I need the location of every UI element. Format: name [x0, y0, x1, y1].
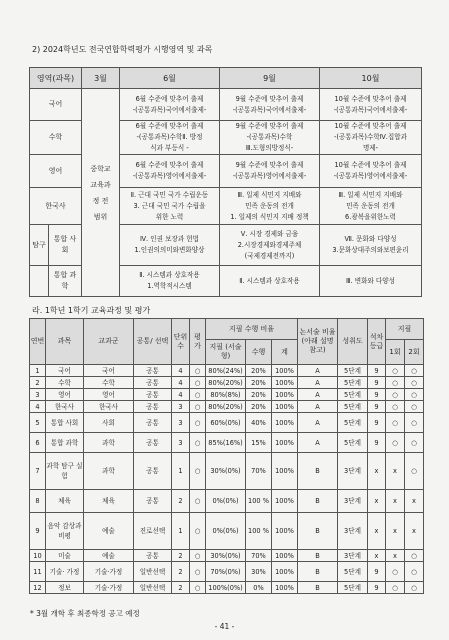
subject-label: 한국사: [30, 188, 82, 225]
performance-ratio: 100 %: [246, 490, 272, 513]
row-number: 11: [30, 562, 46, 582]
exam-2: ○: [405, 365, 424, 377]
subject-group: 기술·가정: [84, 562, 134, 582]
subject-label: 통합 과학: [53, 271, 77, 290]
page-number: - 41 -: [214, 622, 235, 631]
row-number: 10: [30, 550, 46, 562]
header-num: 연번: [30, 319, 46, 365]
header-essay: 논서술 비율 (아래 설명 참고): [298, 319, 338, 365]
total-ratio: 100%: [272, 453, 298, 490]
march-note-line: 정 전: [92, 196, 109, 205]
sept-cell: [220, 188, 320, 225]
written-ratio: 100%(0%): [206, 582, 246, 594]
eval-mark: ○: [190, 377, 206, 389]
subject: 체육: [46, 490, 84, 513]
subject: 한국사: [46, 401, 84, 413]
oct-cell: [320, 121, 422, 155]
total-ratio: 100%: [272, 413, 298, 433]
subject-group: 영어: [84, 389, 134, 401]
cell-line: 9월 수준에 맞추어 출제: [235, 94, 304, 103]
header-second: 2회: [405, 340, 424, 365]
eval-mark: ○: [190, 490, 206, 513]
exam-2: ○: [405, 401, 424, 413]
cell-line: 민족 운동의 전개: [346, 201, 395, 210]
essay-grade: B: [298, 562, 338, 582]
tamgu-label-spacer: [30, 266, 49, 296]
achievement-level: 5단계: [338, 401, 368, 413]
achievement-level: 5단계: [338, 582, 368, 594]
exam-1: ○: [386, 413, 405, 433]
course-type: 공통: [134, 377, 172, 389]
table-row: [30, 550, 424, 562]
cell-line: 6.광복을위한노력: [345, 212, 396, 221]
subject-group: 수학: [84, 377, 134, 389]
march-note-line: 중학교: [90, 164, 111, 173]
cell-line: -(공통과목)수학Ⅱ. 방정: [136, 133, 203, 141]
eval-mark: ○: [190, 562, 206, 582]
rank-grade: x: [368, 550, 386, 562]
exam-2: ○: [405, 413, 424, 433]
written-ratio: 85%(16%): [206, 433, 246, 453]
total-ratio: 100%: [272, 365, 298, 377]
rank-grade: 9: [368, 365, 386, 377]
eval-mark: ○: [190, 582, 206, 594]
exam-1: ○: [386, 433, 405, 453]
header-rank: 석차 등급: [368, 319, 386, 365]
table-row: [30, 433, 424, 453]
course-type: 공통: [134, 365, 172, 377]
cell-line: 10월 수준에 맞추어 출제: [334, 161, 407, 169]
sept-cell: [220, 155, 320, 188]
subject: 수학: [46, 377, 84, 389]
written-ratio: 30%(0%): [206, 453, 246, 490]
cell-line: 9월 수준에 맞추어 출제: [235, 161, 304, 169]
course-type: 일반선택: [134, 582, 172, 594]
row-number: 7: [30, 453, 46, 490]
total-ratio: 100%: [272, 389, 298, 401]
exam-1: x: [386, 513, 405, 550]
achievement-level: 3단계: [338, 513, 368, 550]
oct-cell: [320, 225, 422, 266]
subject: 국어: [46, 365, 84, 377]
course-type: 공통: [134, 453, 172, 490]
rank-grade: 9: [368, 377, 386, 389]
unit-count: 2: [172, 562, 190, 582]
course-type: 공통: [134, 550, 172, 562]
cell-line: Ⅲ. 일제 식민지 지배와: [338, 190, 403, 199]
cell-line: 민족 운동의 전개: [245, 201, 294, 210]
exam-1: ○: [386, 582, 405, 594]
subject: 영어: [46, 389, 84, 401]
performance-ratio: 40%: [246, 413, 272, 433]
unit-count: 3: [172, 401, 190, 413]
eval-mark: ○: [190, 550, 206, 562]
exam-row-korean: [30, 89, 422, 121]
header-group: 교과군: [84, 319, 134, 365]
rank-grade: x: [368, 490, 386, 513]
cell-line: -(공통과목)영어에서출제-: [333, 172, 408, 180]
exam-1: x: [386, 490, 405, 513]
essay-grade: A: [298, 413, 338, 433]
header-subject: 영역(과목): [30, 68, 82, 89]
eval-mark: ○: [190, 365, 206, 377]
rank-grade: 9: [368, 562, 386, 582]
performance-ratio: 15%: [246, 433, 272, 453]
tamgu-label: 탐구: [30, 225, 49, 265]
table-row: [30, 389, 424, 401]
march-scope-cell: [82, 89, 120, 297]
cell-line: -(공통과목)국어에서출제-: [333, 105, 408, 114]
march-note-line: 범위: [93, 212, 108, 221]
sept-cell: [220, 266, 320, 297]
essay-grade: B: [298, 453, 338, 490]
cell-line: 3. 근대 국민 국가 수립을: [133, 201, 206, 210]
total-ratio: 100%: [272, 401, 298, 413]
cell-line: 3.문화상대주의와보편윤리: [332, 246, 409, 254]
header-subject: 과목: [46, 319, 84, 365]
performance-ratio: 30%: [246, 562, 272, 582]
essay-grade: A: [298, 389, 338, 401]
performance-ratio: 20%: [246, 377, 272, 389]
course-type: 공통: [134, 413, 172, 433]
total-ratio: 100%: [272, 433, 298, 453]
eval-mark: ○: [190, 413, 206, 433]
june-cell: [120, 225, 220, 266]
row-number: 9: [30, 513, 46, 550]
row-number: 8: [30, 490, 46, 513]
table-row: [30, 453, 424, 490]
unit-count: 4: [172, 377, 190, 389]
header-perf: 수행: [246, 340, 272, 365]
performance-ratio: 70%: [246, 453, 272, 490]
row-number: 6: [30, 433, 46, 453]
total-ratio: 100%: [272, 377, 298, 389]
exam-2: ○: [405, 389, 424, 401]
essay-grade: A: [298, 433, 338, 453]
rank-grade: 9: [368, 401, 386, 413]
unit-count: 3: [172, 413, 190, 433]
essay-grade: A: [298, 377, 338, 389]
oct-cell: [320, 155, 422, 188]
written-ratio: 70%(0%): [206, 562, 246, 582]
june-cell: [120, 188, 220, 225]
subject-group: 예술: [84, 550, 134, 562]
written-ratio: 80%(20%): [206, 377, 246, 389]
table-row: [30, 377, 424, 389]
exam-table-header: [30, 68, 422, 89]
subject-group: 체육: [84, 490, 134, 513]
subject-label: 수학: [30, 121, 82, 155]
rank-grade: 9: [368, 389, 386, 401]
unit-count: 4: [172, 389, 190, 401]
subject: 과학 탐구 실험: [46, 453, 84, 490]
course-type: 진로선택: [134, 513, 172, 550]
performance-ratio: 20%: [246, 401, 272, 413]
achievement-level: 3단계: [338, 453, 368, 490]
subject-group: 과학: [84, 453, 134, 490]
rank-grade: 9: [368, 433, 386, 453]
eval-mark: ○: [190, 433, 206, 453]
achievement-level: 5단계: [338, 377, 368, 389]
exam-2: ○: [405, 562, 424, 582]
header-grade-type: 성취도: [338, 319, 368, 365]
cell-line: 10월 수준에 맞추어 출제: [334, 94, 407, 103]
essay-grade: B: [298, 513, 338, 550]
cell-line: 9월 수준에 맞추어 출제: [235, 122, 304, 130]
section2-title: 라. 1학년 1학기 교육과정 및 평가: [32, 306, 151, 315]
june-cell: [120, 89, 220, 121]
table-row: [30, 401, 424, 413]
cell-line: Ⅲ.도형의방정식-: [245, 144, 294, 152]
tamgu-subject-label: [30, 225, 82, 266]
eval-mark: ○: [190, 453, 206, 490]
june-cell: [120, 121, 220, 155]
written-ratio: 30%(0%): [206, 550, 246, 562]
header-unit: 단위 수: [172, 319, 190, 365]
cell-line: -(공통과목)국어에서출제-: [232, 105, 307, 114]
achievement-level: 5단계: [338, 365, 368, 377]
subject-label: 국어: [30, 89, 82, 121]
eval-mark: ○: [190, 401, 206, 413]
cell-line: -(공통과목)수학: [246, 133, 293, 141]
written-ratio: 0%(0%): [206, 490, 246, 513]
unit-count: 1: [172, 513, 190, 550]
cell-line: 1.역학적시스템: [147, 282, 192, 290]
total-ratio: 100%: [272, 550, 298, 562]
header-ratio: 지필 수행 비율: [206, 319, 298, 340]
table-row: [30, 413, 424, 433]
oct-cell: [320, 266, 422, 297]
essay-grade: B: [298, 490, 338, 513]
june-cell: [120, 155, 220, 188]
header-first: 1회: [386, 340, 405, 365]
exam-2: ○: [405, 377, 424, 389]
row-number: 1: [30, 365, 46, 377]
cell-line: -(공통과목)영어에서출제-: [132, 172, 207, 180]
total-ratio: 100%: [272, 582, 298, 594]
cell-line: Ⅱ. 시스템과 상호작용: [239, 276, 300, 285]
oct-cell: [320, 89, 422, 121]
written-ratio: 60%(0%): [206, 413, 246, 433]
header-written: 지필 (서술형): [206, 340, 246, 365]
achievement-level: 3단계: [338, 490, 368, 513]
exam-1: ○: [386, 401, 405, 413]
header-sept: 9월: [220, 68, 320, 89]
rank-grade: x: [368, 513, 386, 550]
header-june: 6월: [120, 68, 220, 89]
course-type: 공통: [134, 490, 172, 513]
cell-line: 명제-: [362, 144, 379, 152]
cell-line: 6월 수준에 맞추어 출제: [135, 122, 204, 130]
written-ratio: 0%(0%): [206, 513, 246, 550]
table-row: [30, 513, 424, 550]
exam-2: ○: [405, 433, 424, 453]
eval-mark: ○: [190, 513, 206, 550]
cell-line: 6월 수준에 맞추어 출제: [135, 161, 204, 169]
header-eval: 평 가: [190, 319, 206, 365]
exam-1: ○: [386, 365, 405, 377]
sept-cell: [220, 121, 320, 155]
exam-1: ○: [386, 377, 405, 389]
exam-2: x: [405, 490, 424, 513]
cell-line: 식과 부등식 -: [150, 144, 189, 152]
exam-1: ○: [386, 562, 405, 582]
cell-line: -(공통과목)국어에서출제-: [132, 105, 207, 114]
header-oct: 10월: [320, 68, 422, 89]
performance-ratio: 20%: [246, 389, 272, 401]
essay-grade: B: [298, 582, 338, 594]
cell-line: 6월 수준에 맞추어 출제: [135, 94, 204, 103]
row-number: 4: [30, 401, 46, 413]
curriculum-header-row-1: [30, 319, 424, 340]
section1-title: 2) 2024학년도 전국연합학력평가 시행영역 및 과목: [32, 45, 213, 54]
sept-cell: [220, 89, 320, 121]
subject-group: 국어: [84, 365, 134, 377]
subject-group: 예술: [84, 513, 134, 550]
subject-label: 영어: [30, 155, 82, 188]
cell-line: Ⅲ. 변화와 다양성: [345, 276, 396, 285]
row-number: 5: [30, 413, 46, 433]
subject-group: 과학: [84, 433, 134, 453]
row-number: 2: [30, 377, 46, 389]
cell-line: 10월 수준에 맞추어 출제: [334, 122, 407, 130]
unit-count: 2: [172, 490, 190, 513]
unit-count: 4: [172, 365, 190, 377]
total-ratio: 100%: [272, 562, 298, 582]
course-type: 공통: [134, 401, 172, 413]
table-row: [30, 562, 424, 582]
subject-label: 통합 사회: [53, 235, 77, 254]
rank-grade: x: [368, 453, 386, 490]
achievement-level: 5단계: [338, 562, 368, 582]
subject: 통합 과학: [46, 433, 84, 453]
unit-count: 2: [172, 550, 190, 562]
cell-line: 1.인권의의미와변화양상: [134, 246, 205, 254]
sept-cell: [220, 225, 320, 266]
exam-1: x: [386, 550, 405, 562]
written-ratio: 80%(8%): [206, 389, 246, 401]
subject: 미술: [46, 550, 84, 562]
footnote: * 3월 개학 후 최종학정 공고 예정: [30, 609, 140, 618]
exam-2: ○: [405, 550, 424, 562]
subject: 기술· 가정: [46, 562, 84, 582]
exam-2: ○: [405, 453, 424, 490]
performance-ratio: 100 %: [246, 513, 272, 550]
cell-line: 1. 일제의 식민지 지배 정책: [230, 212, 309, 221]
table-row: [30, 490, 424, 513]
cell-line: Ⅶ. 문화와 다양성: [344, 235, 397, 243]
header-march: 3월: [82, 68, 120, 89]
written-ratio: 80%(20%): [206, 401, 246, 413]
rank-grade: 9: [368, 582, 386, 594]
june-cell: [120, 266, 220, 297]
course-type: 일반선택: [134, 562, 172, 582]
total-ratio: 100%: [272, 490, 298, 513]
total-ratio: 100%: [272, 513, 298, 550]
cell-line: Ⅲ. 일제 식민지 지배와: [237, 190, 302, 199]
cell-line: -(공통과목)영어에서출제-: [232, 172, 307, 180]
table-row: [30, 582, 424, 594]
performance-ratio: 70%: [246, 550, 272, 562]
cell-line: Ⅴ. 시장 경제와 금융: [240, 229, 299, 238]
course-type: 공통: [134, 389, 172, 401]
subject: 정보: [46, 582, 84, 594]
curriculum-body: [30, 365, 424, 594]
performance-ratio: 0%: [246, 582, 272, 594]
subject: 음악 감상과 비평: [46, 513, 84, 550]
tamgu-subject-label: [30, 266, 82, 297]
header-type: 공통/ 선택: [134, 319, 172, 365]
cell-line: -(공통과목)수학Ⅳ.집합과: [333, 133, 408, 141]
cell-line: Ⅱ. 근대 국민 국가 수립운동: [130, 190, 209, 199]
oct-cell: [320, 188, 422, 225]
subject-group: 사회: [84, 413, 134, 433]
cell-line: 2.시장경제와경제주체: [237, 240, 302, 249]
march-note-line: 교육과: [90, 180, 111, 189]
course-type: 공통: [134, 433, 172, 453]
rank-grade: 9: [368, 413, 386, 433]
achievement-level: 5단계: [338, 413, 368, 433]
curriculum-table: [29, 318, 424, 594]
exam-1: ○: [386, 389, 405, 401]
exam-2: x: [405, 513, 424, 550]
row-number: 12: [30, 582, 46, 594]
exam-2: ○: [405, 582, 424, 594]
cell-line: Ⅳ. 인권 보장과 헌법: [139, 235, 200, 243]
unit-count: 2: [172, 582, 190, 594]
exam-1: x: [386, 453, 405, 490]
subject: 통합 사회: [46, 413, 84, 433]
essay-grade: A: [298, 401, 338, 413]
unit-count: 1: [172, 453, 190, 490]
table-row: [30, 365, 424, 377]
written-ratio: 80%(24%): [206, 365, 246, 377]
achievement-level: 5단계: [338, 433, 368, 453]
cell-line: (국제경제전까지): [244, 251, 295, 260]
performance-ratio: 20%: [246, 365, 272, 377]
header-total: 계: [272, 340, 298, 365]
cell-line: 위한 노력: [155, 212, 184, 221]
achievement-level: 5단계: [338, 389, 368, 401]
cell-line: Ⅱ. 시스템과 상호작용: [139, 271, 200, 279]
eval-mark: ○: [190, 389, 206, 401]
exam-schedule-table: [29, 67, 422, 297]
header-exam: 지필: [386, 319, 424, 340]
unit-count: 3: [172, 433, 190, 453]
subject-group: 기술·가정: [84, 582, 134, 594]
subject-group: 한국사: [84, 401, 134, 413]
achievement-level: 3단계: [338, 550, 368, 562]
essay-grade: A: [298, 365, 338, 377]
essay-grade: B: [298, 550, 338, 562]
row-number: 3: [30, 389, 46, 401]
